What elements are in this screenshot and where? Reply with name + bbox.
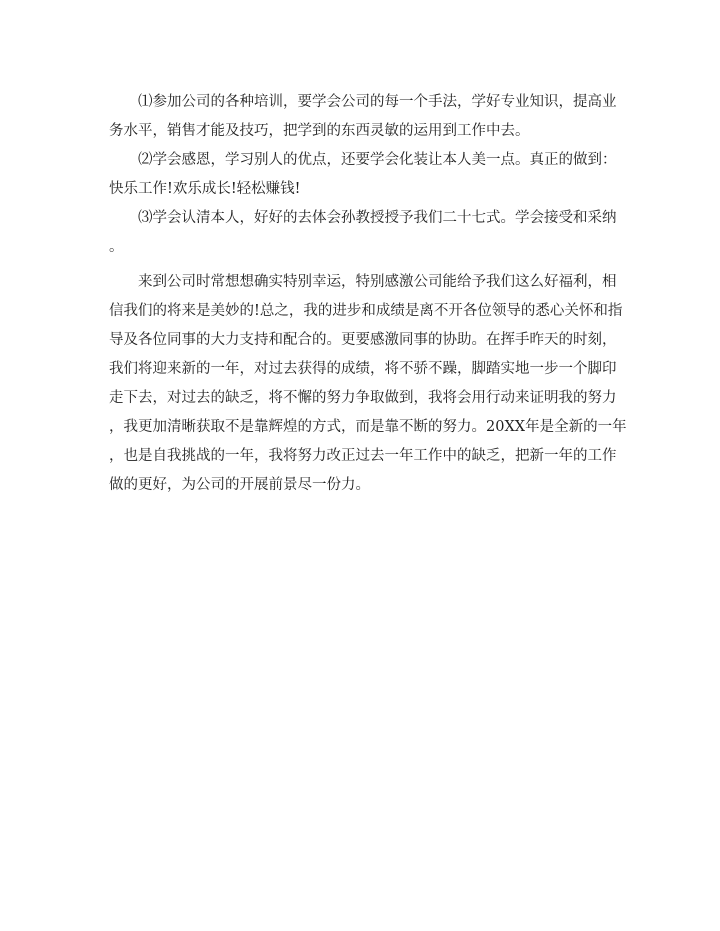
text-line: 走下去，对过去的缺乏，将不懈的努力争取做到，我将会用行动来证明我的努力 — [109, 390, 617, 406]
text-line: 做的更好，为公司的开展前景尽一份力。 — [109, 477, 370, 493]
text-line: 导及各位同事的大力支持和配合的。更要感激同事的协助。在挥手昨天的时刻， — [109, 332, 617, 348]
paragraph-conclusion — [109, 268, 627, 500]
text-line: 。 — [109, 239, 124, 255]
document-body — [109, 88, 627, 500]
text-line: ，也是自我挑战的一年，我将努力改正过去一年工作中的缺乏，把新一年的工作 — [109, 448, 617, 464]
text-line: ，我更加清晰获取不是靠辉煌的方式，而是靠不断的努力。20XX年是全新的一年 — [109, 419, 627, 435]
text-line: 快乐工作!欢乐成长!轻松赚钱! — [109, 181, 301, 197]
text-line: 信我们的将来是美妙的!总之，我的进步和成绩是离不开各位领导的悉心关怀和指 — [109, 303, 623, 319]
text-line: 我们将迎来新的一年，对过去获得的成绩，将不骄不躁，脚踏实地一步一个脚印 — [109, 361, 617, 377]
paragraph-self-knowledge — [109, 204, 615, 262]
text-line: 务水平，销售才能及技巧，把学到的东西灵敏的运用到工作中去。 — [109, 123, 530, 139]
paragraph-training — [109, 88, 615, 146]
text-line: 来到公司时常想想确实特别幸运，特别感激公司能给予我们这么好福利，相 — [138, 274, 617, 290]
paragraph-gratitude — [109, 146, 615, 204]
text-line: ⑵学会感恩，学习别人的优点，还要学会化装让本人美一点。真正的做到： — [138, 152, 617, 168]
text-line: ⑴参加公司的各种培训，要学会公司的每一个手法，学好专业知识，提高业 — [138, 94, 617, 110]
text-line: ⑶学会认清本人，好好的去体会孙教授授予我们二十七式。学会接受和采纳 — [138, 210, 617, 226]
